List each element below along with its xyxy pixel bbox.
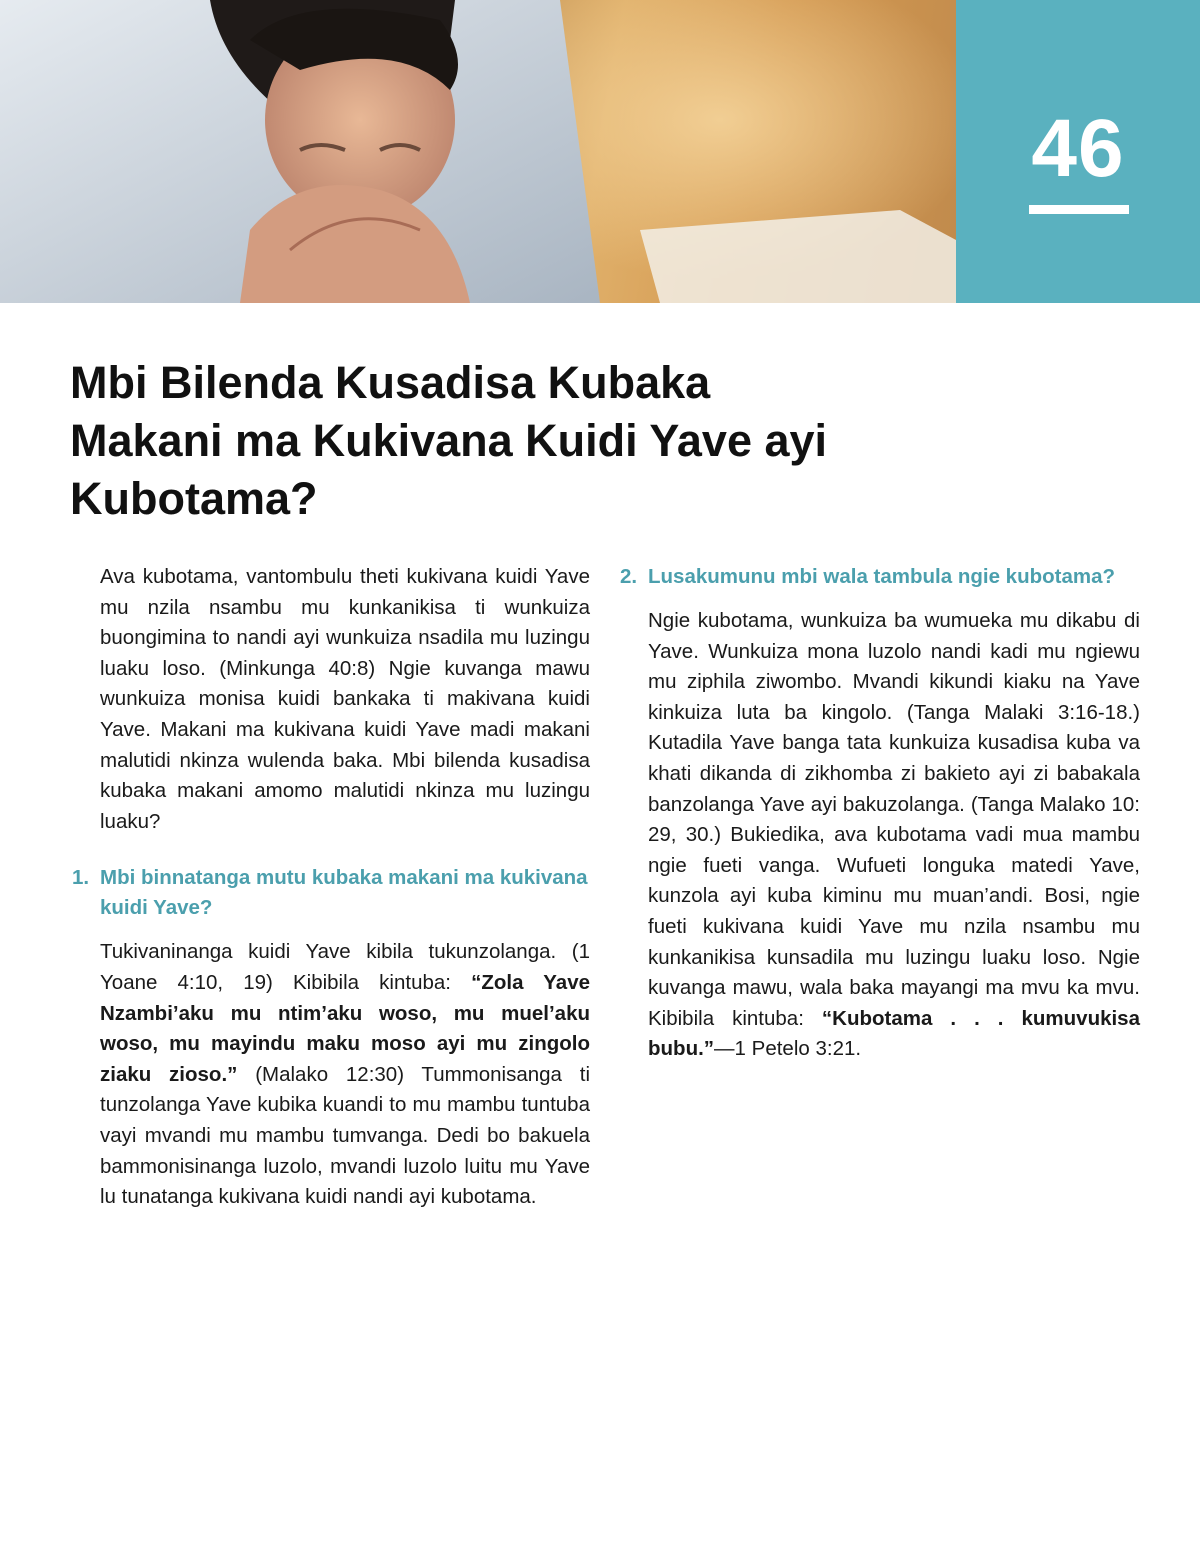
question-1-text: Mbi binnatanga mutu kubaka makani ma kukivana kuidi Yave?: [100, 866, 588, 920]
intro-paragraph: Ava kubotama, vantombulu theti kukivana kuidi Yave mu nzila nsambu mu kunkanikisa ti wunkuiza buongimina to nandi ayi wunkuiza nsadila mu luzingu luaku loso. (Minkunga 40:8) Ngie kuvanga mawu wunkuiza monisa kuidi bankaka ti makivana kuidi Yave. Makani ma kukivana kuidi Yave madi makani malutidi nkinza wulenda baka. Mbi bilenda kusadisa kubaka makani amomo malutidi nkinza mu luzingu luaku?: [100, 565, 590, 833]
answer-1-text-a: Tukivaninanga kuidi Yave kibila tukunzolanga. (1 Yoane 4:10, 19) Kibibila kintuba:: [100, 940, 590, 994]
question-1-number: 1.: [72, 866, 90, 890]
answer-1-text-b: (Malako 12:30) Tummonisanga ti tunzolanga Yave kubika kuandi to mu mambu tuntuba vayi mvandi mu mambu tumvanga. Dedi bo bakuela bammonisinanga luzolo, mvandi luzolo luitu mu Yave lu tunatanga kukivana kuidi nandi ayi kubotama.: [100, 1062, 590, 1209]
answer-1-quote: “Zola Yave Nzambi’aku mu ntim’aku woso, mu muel’aku woso, mu mayindu maku moso ayi mu zingolo ziaku zioso.”: [100, 970, 590, 1086]
praying-man-photo-icon: [0, 0, 956, 303]
page-title: Mbi Bilenda Kusadisa Kubaka Makani ma Kukivana Kuidi Yave ayi Kubotama?: [70, 357, 828, 524]
answer-2-quote: “Kubotama . . . kumuvukisa bubu.”: [648, 1006, 1140, 1061]
question-2: [620, 562, 1140, 592]
lesson-number: 46: [1031, 103, 1125, 194]
hero-photo: [0, 0, 956, 303]
answer-1-paragraph: [100, 937, 590, 1212]
lesson-badge: [956, 0, 1200, 303]
question-2-number: 2.: [620, 565, 638, 588]
answer-2-paragraph: [648, 606, 1140, 1065]
right-column: [620, 562, 1140, 1065]
lesson-number-underline: [1029, 205, 1129, 214]
answer-2-text-b: —1 Petelo 3:21.: [714, 1037, 862, 1061]
question-2-text: Lusakumunu mbi wala tambula ngie kubotama?: [648, 565, 1116, 588]
question-1: [72, 863, 590, 923]
left-column: [72, 562, 590, 1213]
answer-2-text-a: Ngie kubotama, wunkuiza ba wumueka mu dikabu di Yave. Wunkuiza mona luzolo nandi kadi mu ngiewu mu ziphila ziwombo. Mvandi kikundi kiaku na Yave kinkuiza luta ba kingolo. (Tanga Malaki 3:16-18.) Kutadila Yave banga tata kunkuiza kusadisa kuba va khati dikanda di zikhomba zi bakieto ayi zi babakala banzolanga Yave ayi bakuzolanga. (Tanga Malako 10: 29, 30.) Bukiedika, ava kubotama vadi mua mambu ngie fueti vanga. Wufueti longuka matedi Yave, kunzola ayi kuba kiminu mu muan’andi. Bosi, ngie fueti kukivana kuidi Yave mu nzila nsambu mu kunkanikisa kunsadila mu luzingu luaku loso. Ngie kuvanga mawu, wala baka mayangi ma mvu ka mvu. Kibibila kintuba:: [648, 609, 1140, 1030]
